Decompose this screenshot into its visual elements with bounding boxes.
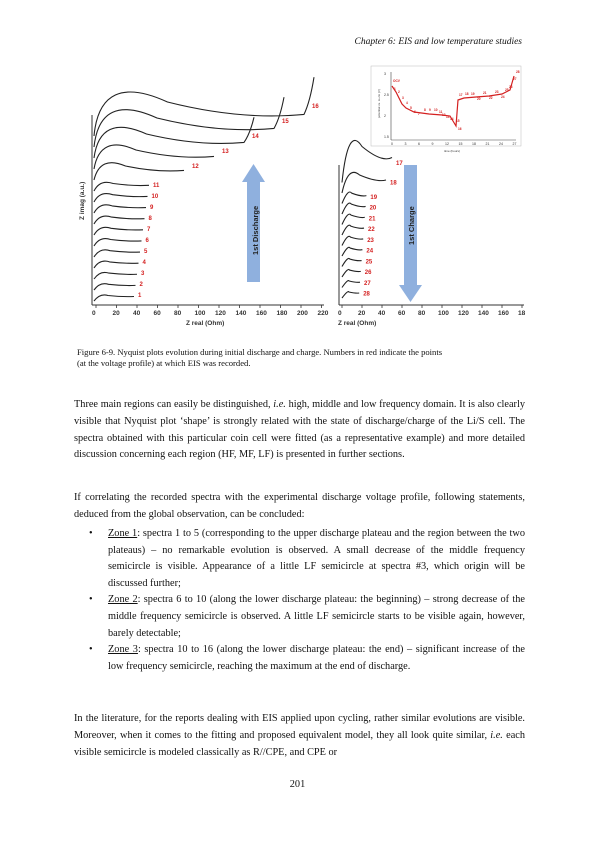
nyquist-figure	[79, 60, 526, 332]
inset-point-label: 14	[450, 117, 454, 121]
inset-point-label: 7	[418, 112, 420, 116]
ylabel: Z imag (a.u.)	[79, 181, 86, 220]
discharge-label: 3	[141, 271, 145, 277]
charge-label: 23	[367, 237, 374, 244]
tick-label: 40	[378, 310, 386, 317]
tick-label: 100	[438, 310, 449, 317]
inset-point-label: 5	[410, 106, 412, 110]
charge-spectrum	[342, 236, 363, 245]
discharge-label: 8	[148, 216, 152, 222]
list-item: • Zone 3: spectra 10 to 16 (along the lower discharge plateau: the end) – significant increase of the low frequency semicircle, reaching the maximum at the end of discharge.	[89, 644, 525, 672]
tick-label: 0	[338, 310, 342, 317]
inset-point-label: OCV	[393, 79, 400, 83]
inset-point-label: 28	[516, 70, 520, 74]
tick-label: 160	[256, 310, 267, 317]
charge-label: 19	[370, 194, 378, 201]
tick-label: 200	[297, 310, 308, 317]
discharge-spectrum	[94, 163, 184, 180]
charge-label: 18	[390, 180, 397, 187]
para1-text-b: high, middle and low frequency domain. It is also clearly visible that Nyquist plot ‘shape’ is strongly related with the state of discharge/charge of the Li/S cell. The spectra obtained with this particular coin cell were fitted (as a representative example) and more detailed discussion concerning each region (HF, MF, LF) is presented in further sections.	[74, 399, 525, 461]
discharge-spectrum	[94, 272, 137, 279]
inset-point-label: 24	[501, 95, 505, 99]
figure-caption	[77, 347, 522, 369]
inset-x-tick: 15	[458, 142, 463, 146]
inset-point-label: 11	[439, 110, 443, 114]
inset-point-label: 19	[471, 92, 475, 96]
charge-spectrum	[342, 281, 360, 288]
charge-spectrum	[342, 269, 361, 277]
tick-label: 80	[174, 310, 182, 317]
inset-x-tick: 3	[404, 142, 407, 146]
discharge-label: 6	[145, 238, 149, 244]
charge-label: 28	[363, 291, 370, 298]
inset-point-label: 21	[483, 91, 487, 95]
discharge-label: 13	[222, 149, 229, 156]
charge-spectrum	[342, 225, 364, 235]
charge-label: 20	[369, 205, 377, 212]
charge-spectrum	[342, 203, 366, 214]
charge-label: 22	[368, 227, 375, 234]
zone-3-text: : spectra 10 to 16 (along the lower discharge plateau: the end) – significant increase of the low frequency semicircle, reaching the maximum at the end of discharge.	[108, 644, 525, 672]
inset-x-tick: 12	[445, 142, 449, 146]
tick-label: 120	[215, 310, 226, 317]
para3-text-a: In the literature, for the reports dealing with EIS applied upon cycling, rather similar evolutions are visible. Moreover, when it comes to the fitting and proposed equivalent model, they all look quite similar,	[74, 713, 525, 741]
tick-label: 140	[478, 310, 489, 317]
discharge-spectra	[94, 77, 314, 301]
discharge-arrow	[242, 164, 265, 282]
list-item: • Zone 2: spectra 6 to 10 (along the lower discharge plateau: the beginning) – strong decrease of the middle frequency semicircle is observed. A little LF semicircle starts to be visible again, however, barely detectable;	[89, 594, 525, 639]
inset-point-label: 1	[394, 87, 396, 91]
inset-x-tick: 18	[472, 142, 476, 146]
tick-label: 0	[92, 310, 96, 317]
discharge-arrow-label: 1st Discharge	[251, 205, 260, 255]
charge-label: 27	[364, 280, 371, 287]
tick-label: 140	[235, 310, 247, 317]
tick-label: 120	[458, 310, 469, 317]
inset-point-label: 8	[424, 108, 426, 112]
inset-point-label: 3	[402, 96, 404, 100]
xlabel-right: Z real (Ohm)	[338, 320, 377, 327]
tick-label: 80	[418, 310, 426, 317]
charge-label: 26	[364, 270, 372, 277]
inset-point-label: 22	[489, 96, 493, 100]
tick-label: 20	[112, 310, 120, 317]
inset-point-label: 25	[505, 88, 509, 92]
discharge-spectrum	[94, 205, 146, 213]
charge-label: 25	[365, 259, 373, 266]
discharge-labels	[138, 104, 319, 299]
inset-point-label: 15	[456, 119, 460, 123]
charge-label: 21	[368, 216, 376, 223]
discharge-spectrum	[94, 284, 136, 290]
inset-point-label: 16	[458, 127, 462, 131]
tick-label: 40	[133, 310, 141, 317]
page-number: 201	[289, 779, 306, 790]
charge-spectrum	[342, 258, 362, 266]
inset-point-label: 20	[477, 97, 481, 101]
charge-spectrum	[342, 214, 365, 224]
charge-label: 24	[366, 248, 374, 255]
inset-xlabel: time (hours)	[444, 149, 461, 153]
discharge-label: 14	[252, 134, 259, 141]
inset-point-label: 13	[446, 115, 450, 119]
inset-x-tick: 9	[431, 142, 434, 146]
charge-panel	[338, 140, 526, 327]
discharge-label: 5	[144, 249, 148, 255]
discharge-spectrum	[94, 117, 254, 158]
tick-label: 100	[194, 310, 206, 317]
inset-point-label: 6	[414, 110, 416, 114]
inset-point-label: 2	[398, 90, 400, 94]
voltage-profile-inset	[371, 66, 521, 153]
inset-point-label: 10	[434, 108, 438, 112]
inset-ylabel: potential vs. Li+/Li (V)	[377, 89, 381, 118]
tick-label: 20	[358, 310, 366, 317]
discharge-label: 1	[138, 293, 142, 299]
inset-x-tick: 27	[512, 142, 517, 146]
zone-1-label: Zone 1	[108, 528, 138, 539]
paragraph-2: If correlating the recorded spectra with the experimental discharge voltage profile, following statements, deduced from the global observation, can be concluded:	[74, 492, 525, 520]
inset-point-label: 23	[495, 90, 499, 94]
discharge-label: 11	[153, 183, 160, 189]
zone-2-text: : spectra 6 to 10 (along the lower discharge plateau: the beginning) – strong decrease of the middle frequency semicircle is observed. A little LF semicircle starts to be visible again, however, barely detectable;	[108, 594, 525, 639]
charge-spectrum	[342, 292, 359, 298]
charge-labels	[363, 161, 403, 298]
discharge-spectrum	[94, 261, 139, 268]
inset-y-tick: 2	[384, 114, 386, 118]
tick-label: 18	[518, 310, 526, 317]
tick-label: 220	[317, 310, 329, 317]
discharge-spectrum	[94, 295, 134, 301]
inset-x-tick: 6	[418, 142, 420, 146]
zone-3-label: Zone 3	[108, 644, 138, 656]
inset-point-label: 12	[442, 113, 446, 117]
inset-y-tick: 1.5	[384, 135, 389, 139]
paragraph-3	[74, 711, 525, 761]
inset-x-tick: 0	[391, 142, 393, 146]
x-ticks-right	[338, 305, 526, 317]
charge-spectrum	[342, 192, 366, 204]
tick-label: 60	[398, 310, 406, 317]
charge-arrow-label: 1st Charge	[407, 206, 416, 245]
para3-ie: i.e.	[490, 729, 503, 741]
discharge-spectrum	[94, 194, 148, 202]
discharge-spectrum	[94, 250, 140, 257]
inset-point-label: 26	[509, 85, 513, 89]
discharge-label: 16	[312, 104, 319, 111]
x-ticks-left	[92, 305, 329, 317]
xlabel-left: Z real (Ohm)	[186, 320, 225, 327]
zone-list	[74, 526, 525, 675]
zone-1-text: : spectra 1 to 5 (corresponding to the upper discharge plateau and the region between the two plateaus) – no remarkable evolution is observed. A small decrease of the middle frequency semicircle is visible. Appearance of a little LF semicircle at spectra #3, which origin will be discussed further;	[108, 528, 525, 589]
para1-text-a: Three main regions can easily be distinguished,	[74, 399, 274, 410]
discharge-label: 12	[192, 164, 199, 171]
discharge-spectrum	[94, 239, 142, 246]
charge-label: 17	[396, 161, 403, 167]
charge-spectrum	[342, 247, 362, 256]
inset-point-label: 4	[406, 101, 408, 105]
running-header: Chapter 6: EIS and low temperature studies	[354, 37, 522, 47]
discharge-spectrum	[94, 216, 145, 224]
inset-y-tick: 2.5	[384, 93, 389, 97]
inset-y-tick: 3	[384, 72, 386, 76]
inset-x-tick: 21	[485, 142, 490, 146]
discharge-label: 2	[139, 282, 143, 288]
caption-line-2: (at the voltage profile) at which EIS was recorded.	[77, 358, 251, 368]
discharge-spectrum	[94, 227, 143, 235]
caption-line-1: Figure 6-9. Nyquist plots evolution during initial discharge and charge. Numbers in red indicate the points	[77, 347, 443, 357]
inset-point-label: 17	[459, 93, 463, 97]
paragraph-1	[74, 397, 525, 464]
discharge-label: 4	[142, 260, 146, 266]
inset-point-label: 27	[513, 77, 517, 81]
discharge-label: 9	[150, 205, 154, 211]
tick-label: 60	[153, 310, 161, 317]
para3-text-b: each visible semicircle is modeled classically as R//CPE, and CPE or	[74, 729, 525, 758]
inset-point-label: 18	[465, 92, 469, 96]
charge-spectrum	[342, 140, 392, 182]
para1-ie: i.e.	[273, 399, 286, 410]
discharge-spectrum	[94, 182, 149, 191]
inset-x-tick: 24	[499, 142, 503, 146]
charge-arrow	[399, 165, 422, 302]
list-item: • Zone 1: spectra 1 to 5 (corresponding to the upper discharge plateau and the region between the two plateaus) – no remarkable evolution is observed. A small decrease of the middle frequency semicircle is visible. Appearance of a little LF semicircle at spectra #3, which origin will be discussed further;	[89, 528, 525, 589]
discharge-panel	[79, 77, 329, 327]
discharge-label: 15	[282, 119, 289, 126]
zone-2-label: Zone 2	[108, 594, 138, 606]
tick-label: 180	[276, 310, 288, 317]
inset-point-label: 9	[429, 108, 431, 112]
discharge-label: 10	[151, 194, 159, 200]
charge-spectrum	[342, 172, 386, 193]
tick-label: 160	[498, 310, 509, 317]
discharge-label: 7	[147, 227, 151, 233]
